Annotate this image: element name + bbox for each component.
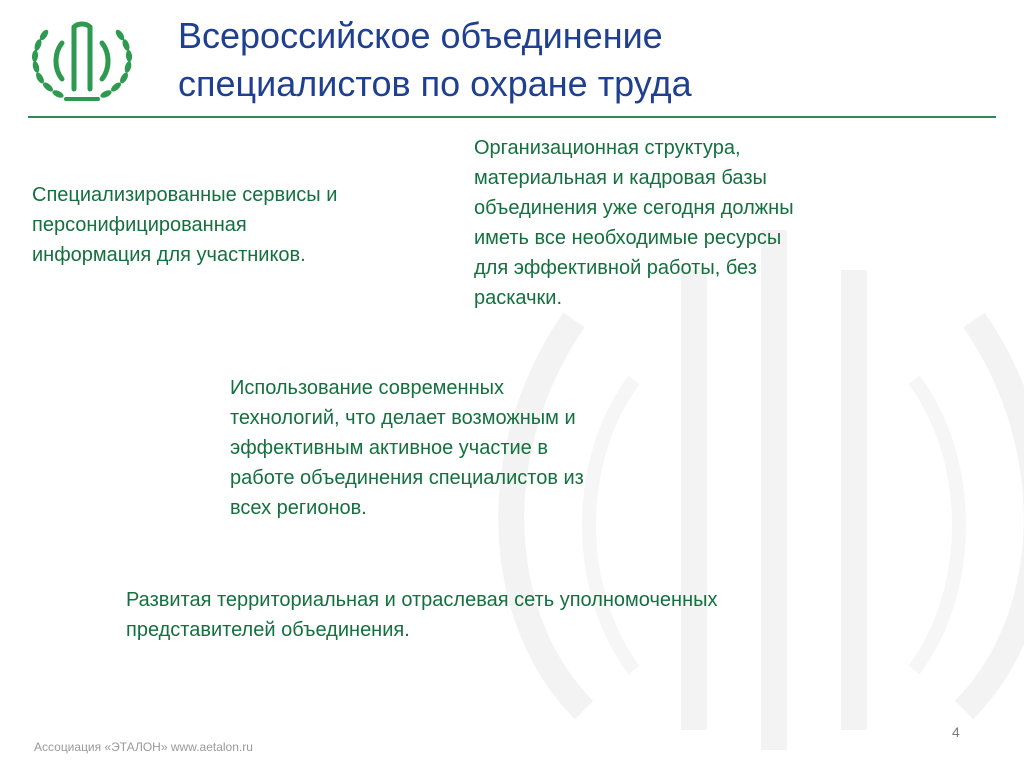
- text-line: иметь все необходимые ресурсы: [474, 227, 782, 249]
- page-number: 4: [952, 724, 960, 740]
- text-block-network: [126, 585, 896, 645]
- title-line: специалистов по охране труда: [178, 63, 692, 104]
- text-line: Специализированные сервисы и: [32, 184, 338, 206]
- wreath-logo-icon: [28, 13, 136, 105]
- footer-text: Ассоциация «ЭТАЛОН» www.aetalon.ru: [34, 740, 253, 754]
- text-block-technologies: [230, 373, 700, 523]
- text-line: для эффективной работы, без: [474, 257, 757, 279]
- title-divider: [28, 116, 996, 118]
- text-line: технологий, что делает возможным и: [230, 407, 576, 429]
- text-line: информация для участников.: [32, 244, 306, 266]
- text-line: всех регионов.: [230, 497, 367, 519]
- text-line: персонифицированная: [32, 214, 247, 236]
- text-line: Организационная структура,: [474, 137, 741, 159]
- text-line: Развитая территориальная и отраслевая сеть уполномоченных: [126, 589, 718, 611]
- text-line: представителей объединения.: [126, 619, 410, 641]
- text-line: раскачки.: [474, 287, 563, 309]
- slide-title: [178, 12, 692, 108]
- title-line: Всероссийское объединение: [178, 15, 663, 56]
- text-line: материальная и кадровая базы: [474, 167, 767, 189]
- text-block-structure: [474, 133, 894, 313]
- text-line: объединения уже сегодня должны: [474, 197, 794, 219]
- text-line: Использование современных: [230, 377, 505, 399]
- text-line: эффективным активное участие в: [230, 437, 548, 459]
- text-block-services: [32, 180, 432, 270]
- text-line: работе объединения специалистов из: [230, 467, 584, 489]
